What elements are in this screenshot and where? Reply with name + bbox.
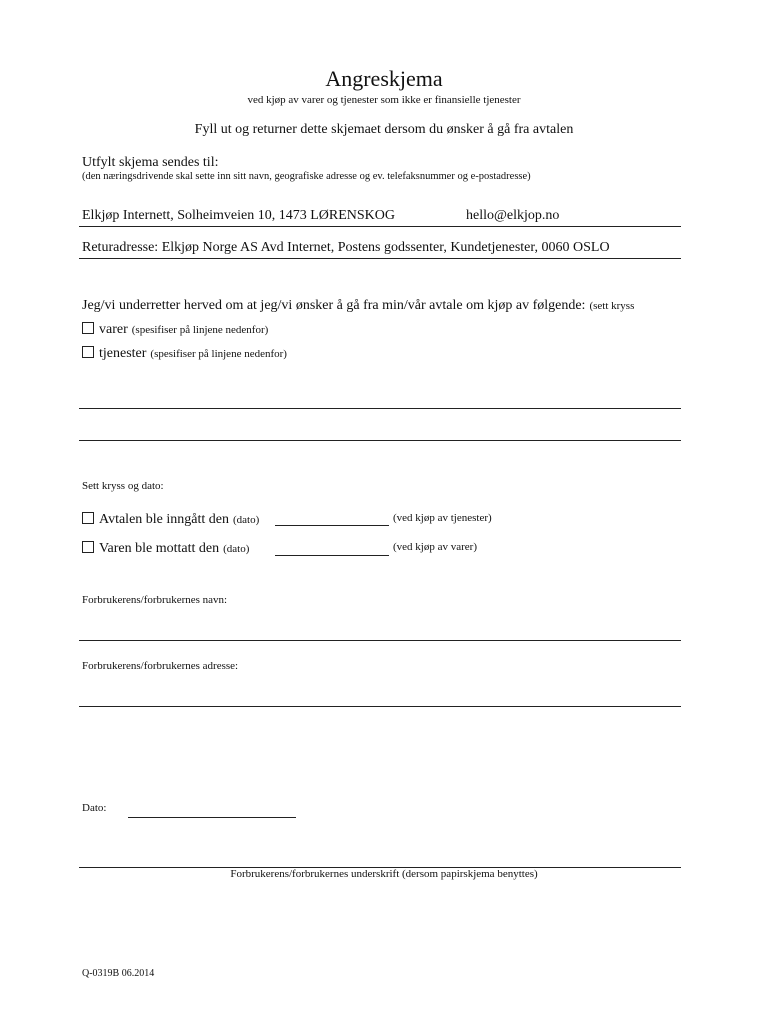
date-option-agreement[interactable]: [82, 510, 259, 528]
agreement-date-field[interactable]: [275, 525, 389, 526]
notice-text: Jeg/vi underretter herved om at jeg/vi ønsker å gå fra min/vår avtale om kjøp av følgende:: [82, 298, 586, 313]
recipient-label: Utfylt skjema sendes til:: [82, 155, 219, 170]
received-date-label: Varen ble mottatt den: [99, 541, 220, 556]
option-varer-note: (spesifiser på linjene nedenfor): [131, 324, 269, 336]
recipient-address: Elkjøp Internett, Solheimveien 10, 1473 LØRENSKOG: [82, 208, 396, 223]
option-tjenester[interactable]: [82, 344, 287, 362]
received-date-suffix: (ved kjøp av varer): [393, 541, 477, 553]
checkbox-agreement-date[interactable]: [82, 512, 94, 524]
checkbox-received-date[interactable]: [82, 541, 94, 553]
form-code: Q-0319B 06.2014: [82, 968, 155, 979]
option-varer-label: varer: [99, 322, 128, 337]
notice-note: (sett kryss: [589, 300, 635, 312]
form-instruction: Fyll ut og returner dette skjemaet dersom du ønsker å gå fra avtalen: [194, 122, 574, 137]
signature-label: Forbrukerens/forbrukernes underskrift (dersom papirskjema benyttes): [230, 868, 538, 880]
agreement-date-hint: (dato): [232, 514, 260, 526]
checkbox-varer[interactable]: [82, 322, 94, 334]
received-date-hint: (dato): [223, 543, 250, 555]
recipient-email: hello@elkjop.no: [466, 208, 560, 223]
specify-line-2[interactable]: [79, 440, 681, 441]
option-tjenester-note: (spesifiser på linjene nedenfor): [150, 348, 287, 360]
consumer-address-label: Forbrukerens/forbrukernes adresse:: [82, 660, 239, 672]
agreement-date-suffix: (ved kjøp av tjenester): [393, 512, 492, 524]
form-subtitle: ved kjøp av varer og tjenester som ikke er finansielle tjenester: [247, 94, 521, 106]
received-date-field[interactable]: [275, 555, 389, 556]
return-address-rule: [79, 258, 681, 259]
dates-label: Sett kryss og dato:: [82, 480, 164, 492]
checkbox-tjenester[interactable]: [82, 346, 94, 358]
consumer-name-label: Forbrukerens/forbrukernes navn:: [82, 594, 228, 606]
specify-line-1[interactable]: [79, 408, 681, 409]
option-varer[interactable]: [82, 320, 268, 338]
agreement-date-label: Avtalen ble inngått den: [99, 512, 229, 527]
address-rule: [79, 226, 681, 227]
form-title: Angreskjema: [325, 66, 443, 91]
option-tjenester-label: tjenester: [99, 346, 147, 361]
consumer-address-field[interactable]: [79, 706, 681, 707]
notice-line: [82, 296, 634, 314]
return-address: Returadresse: Elkjøp Norge AS Avd Internet, Postens godssenter, Kundetjenester, 0060 OSLO: [82, 240, 610, 255]
consumer-name-field[interactable]: [79, 640, 681, 641]
signature-date-field[interactable]: [128, 817, 296, 818]
recipient-note: (den næringsdrivende skal sette inn sitt navn, geografiske adresse og ev. telefaksnummer og e-postadresse): [82, 171, 531, 182]
date-label: Dato:: [82, 802, 107, 814]
date-option-received[interactable]: [82, 539, 249, 557]
